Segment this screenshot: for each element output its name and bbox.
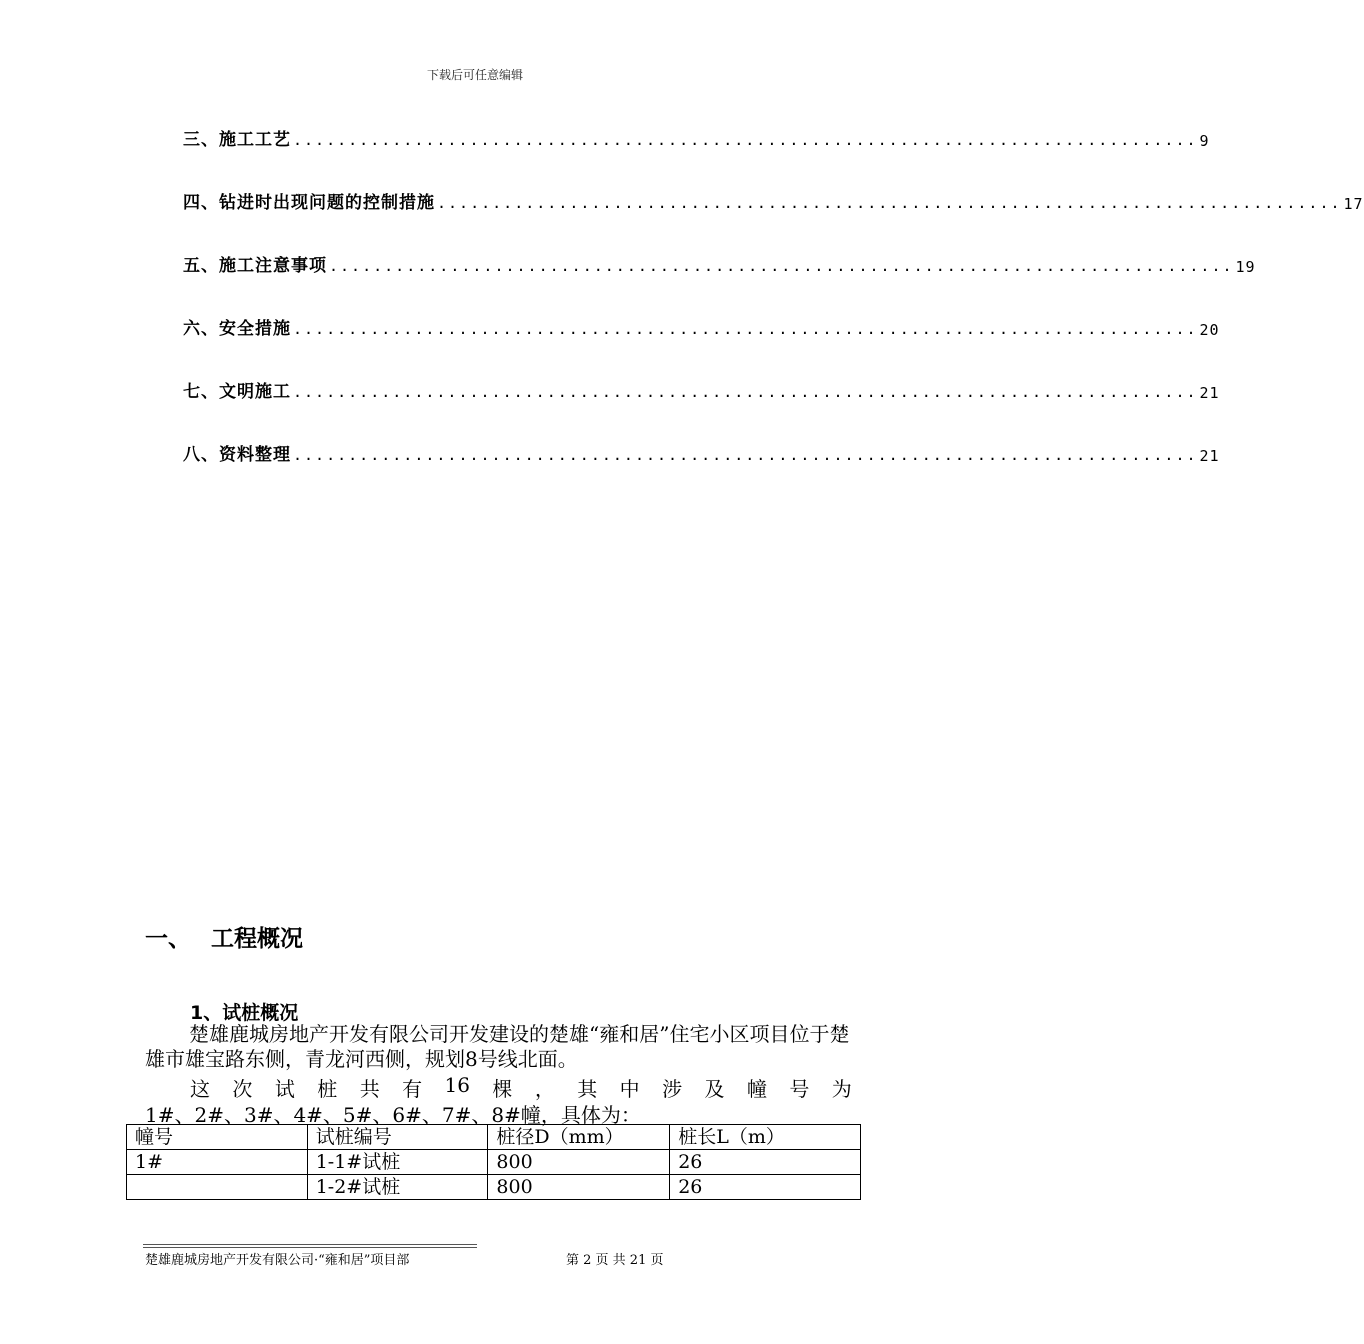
toc-dot-leader: .................................................................................. xyxy=(437,194,1342,212)
table-cell: 1# xyxy=(127,1150,308,1175)
toc-entry-label: 五、施工注意事项 xyxy=(183,256,327,276)
toc-entry-page: 9 xyxy=(1199,132,1210,150)
toc-entry-page: 21 xyxy=(1199,447,1220,465)
table-cell: 800 xyxy=(488,1175,670,1200)
justified-line xyxy=(190,1073,852,1102)
justified-char: 次 xyxy=(232,1077,253,1101)
table-header-cell: 幢号 xyxy=(127,1125,308,1150)
toc-entry[interactable] xyxy=(183,250,1256,276)
section-title: 工程概况 xyxy=(211,926,303,952)
table-cell: 800 xyxy=(488,1150,670,1175)
toc-entry-page: 17 xyxy=(1343,195,1364,213)
footer-page-number: 第 2 页 共 21 页 xyxy=(566,1253,664,1268)
justified-char: 幢 xyxy=(746,1077,767,1101)
toc-dot-leader: .................................................................................. xyxy=(293,320,1198,338)
table-header-row xyxy=(127,1125,861,1150)
pile-table xyxy=(126,1124,861,1200)
footer-divider xyxy=(143,1244,477,1245)
toc-entry[interactable] xyxy=(183,439,1220,465)
toc-entry-label: 七、文明施工 xyxy=(183,382,291,402)
toc-dot-leader: .................................................................................. xyxy=(293,131,1198,149)
table-row xyxy=(127,1150,861,1175)
toc-entry[interactable] xyxy=(183,313,1220,339)
justified-char: 号 xyxy=(789,1077,810,1101)
justified-char: 16 xyxy=(444,1073,470,1097)
toc-entry-label: 四、钻进时出现问题的控制措施 xyxy=(183,193,435,213)
justified-char: 棵 xyxy=(492,1077,513,1101)
toc-entry-page: 20 xyxy=(1199,321,1220,339)
table-cell xyxy=(127,1175,308,1200)
section-heading xyxy=(145,920,303,953)
table-header-cell: 桩长L（m） xyxy=(670,1125,861,1150)
toc-entry-label: 八、资料整理 xyxy=(183,445,291,465)
toc-entry-page: 21 xyxy=(1199,384,1220,402)
justified-char: 试 xyxy=(274,1077,295,1101)
justified-char: 及 xyxy=(704,1077,725,1101)
justified-char: ， xyxy=(534,1077,555,1101)
subsection-heading: 1、试桩概况 xyxy=(190,1002,299,1024)
justified-char: 中 xyxy=(619,1077,640,1101)
table-cell: 26 xyxy=(670,1175,861,1200)
toc-entry-page: 19 xyxy=(1235,258,1256,276)
toc-entry[interactable] xyxy=(183,124,1210,150)
body-paragraph: 楚雄鹿城房地产开发有限公司开发建设的楚雄“雍和居”住宅小区项目位于楚雄市雄宝路东侧，青龙河西侧，规划8号线北面。 xyxy=(145,1022,850,1071)
toc-entry-label: 三、施工工艺 xyxy=(183,130,291,150)
toc-dot-leader: .................................................................................. xyxy=(293,383,1198,401)
table-cell: 1-1#试桩 xyxy=(307,1150,488,1175)
footer-company: 楚雄鹿城房地产开发有限公司·“雍和居”项目部 xyxy=(145,1253,410,1268)
table-header-cell: 试桩编号 xyxy=(307,1125,488,1150)
justified-char: 共 xyxy=(359,1077,380,1101)
body-paragraph-continued: 1#、2#、3#、4#、5#、6#、7#、8#幢，具体为： xyxy=(145,1103,641,1127)
header-note: 下载后可任意编辑 xyxy=(426,68,523,82)
toc-dot-leader: .................................................................................. xyxy=(329,257,1234,275)
toc-entry[interactable] xyxy=(183,187,1364,213)
toc-entry-label: 六、安全措施 xyxy=(183,319,291,339)
justified-char: 涉 xyxy=(662,1077,683,1101)
table-row xyxy=(127,1175,861,1200)
justified-char: 为 xyxy=(831,1077,852,1101)
table-cell: 26 xyxy=(670,1150,861,1175)
toc-dot-leader: .................................................................................. xyxy=(293,446,1198,464)
justified-char: 桩 xyxy=(317,1077,338,1101)
justified-char: 其 xyxy=(577,1077,598,1101)
justified-char: 这 xyxy=(190,1077,210,1101)
section-number: 一、 xyxy=(145,926,191,952)
justified-char: 有 xyxy=(402,1077,423,1101)
table-header-cell: 桩径D（mm） xyxy=(488,1125,670,1150)
toc-entry[interactable] xyxy=(183,376,1220,402)
table-cell: 1-2#试桩 xyxy=(307,1175,488,1200)
footer-divider xyxy=(143,1247,477,1248)
